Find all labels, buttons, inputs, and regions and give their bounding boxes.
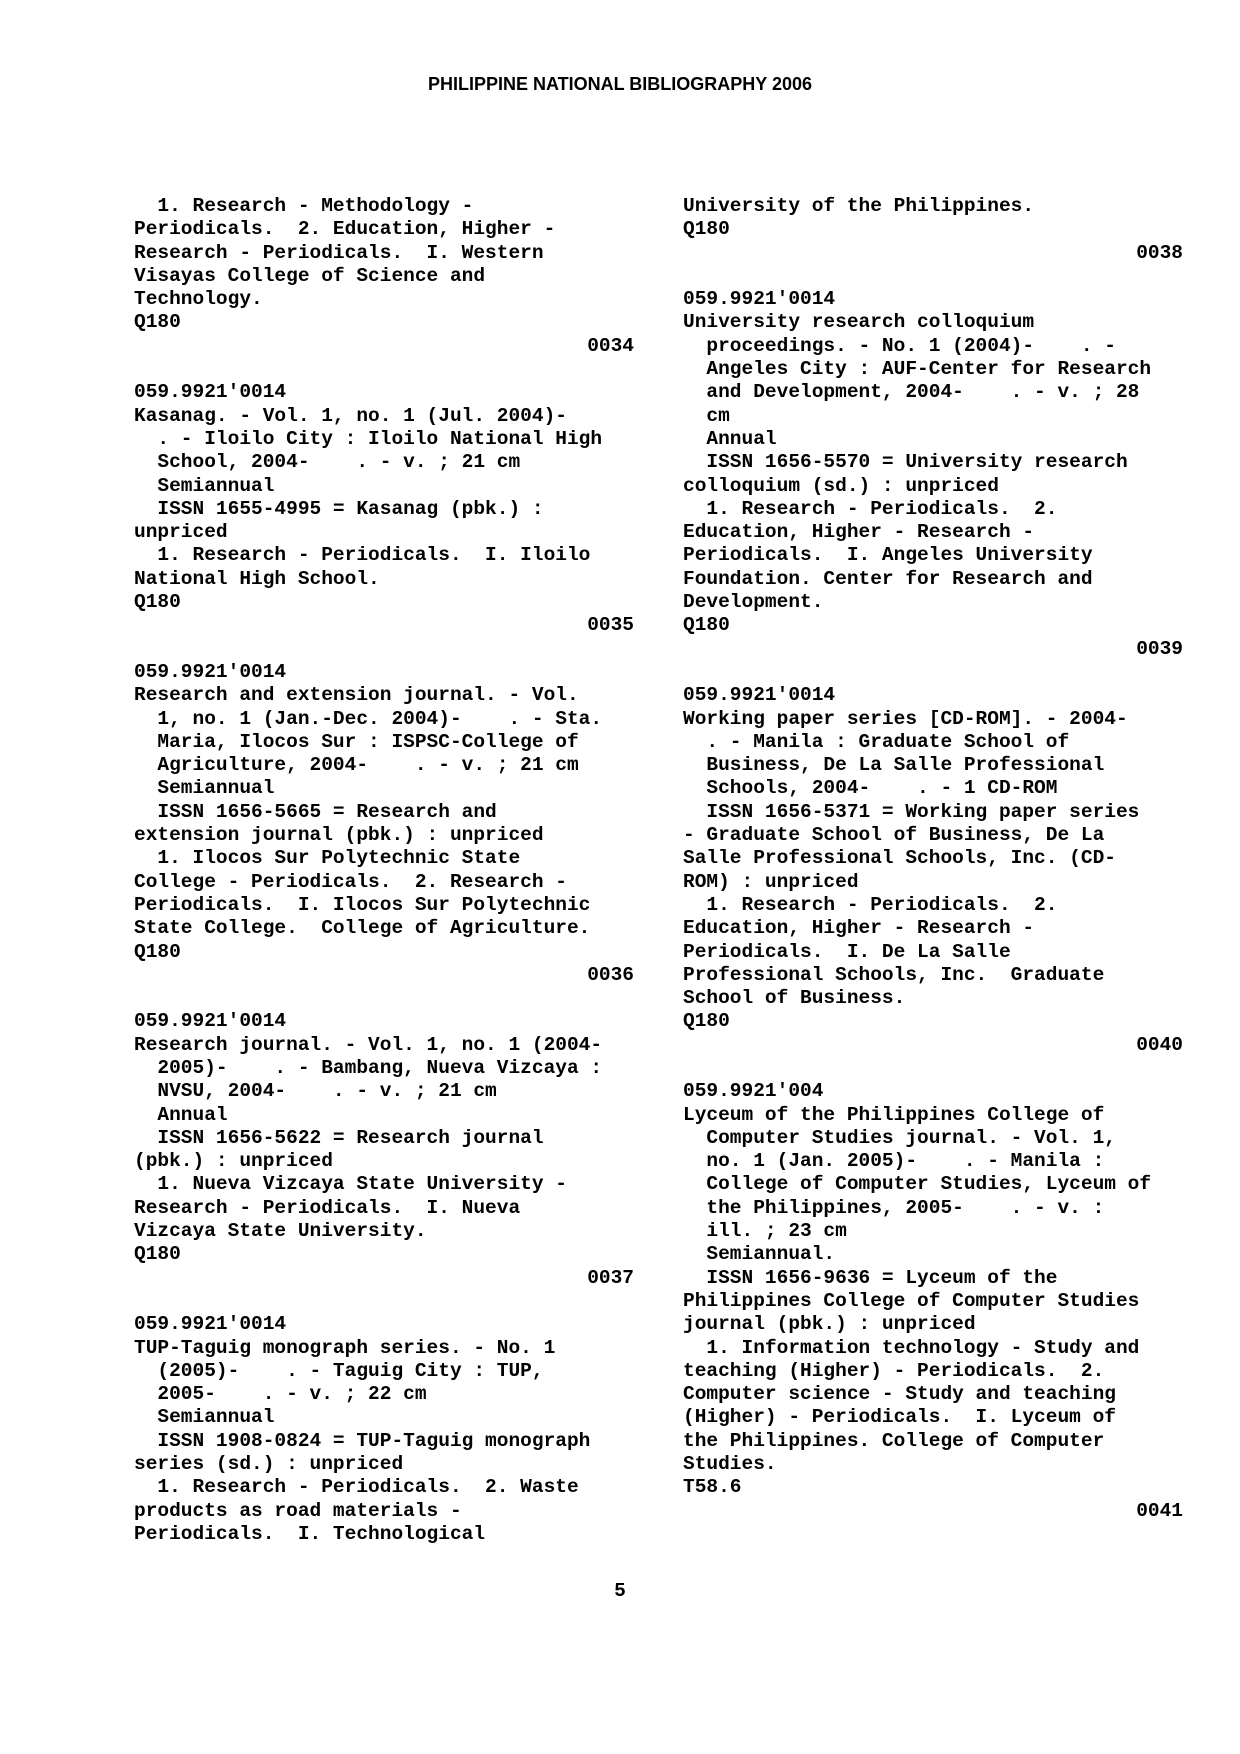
entry-line: Maria, Ilocos Sur : ISPSC-College of	[134, 730, 579, 753]
entry-line: the Philippines. College of Computer	[683, 1429, 1105, 1452]
entry-line: Annual	[134, 1103, 228, 1126]
entry-line: unpriced	[134, 521, 228, 544]
entry-line: 1. Research - Methodology -	[134, 195, 474, 217]
entry-line: Semiannual.	[683, 1243, 836, 1266]
entry-line: Computer science - Study and teaching	[683, 1383, 1116, 1406]
entry-line: - Graduate School of Business, De La	[683, 824, 1105, 847]
entry-line: . - Iloilo City : Iloilo National High	[134, 427, 603, 450]
entry-line: 059.9921'0014	[683, 288, 836, 311]
entry-line: Computer Studies journal. - Vol. 1,	[683, 1126, 1116, 1149]
entry-line: . - Manila : Graduate School of	[683, 730, 1070, 753]
entry-line: T58.6	[683, 1476, 742, 1499]
entry-line: 059.9921'0014	[683, 684, 836, 707]
blank-line	[134, 638, 634, 661]
entry-line: no. 1 (Jan. 2005)- . - Manila :	[683, 1150, 1105, 1173]
entry-line: 1. Research - Periodicals. 2.	[683, 497, 1058, 520]
entry-line: Periodicals. I. Technological	[134, 1522, 486, 1545]
entry-line: the Philippines, 2005- . - v. :	[683, 1196, 1105, 1219]
entry-line: 1. Nueva Vizcaya State University -	[134, 1173, 567, 1196]
entry-line: Semiannual	[134, 474, 275, 497]
entry-line: Education, Higher - Research -	[683, 917, 1035, 940]
entry-line: Education, Higher - Research -	[683, 521, 1035, 544]
entry-line: Periodicals. 2. Education, Higher -	[134, 218, 556, 241]
entry-number: 0037	[587, 1266, 634, 1289]
entry-line: 1. Ilocos Sur Polytechnic State	[134, 847, 521, 870]
entry-number: 0038	[1136, 241, 1183, 264]
entry-number: 0040	[1136, 1033, 1183, 1056]
entry-line: cm	[683, 404, 730, 427]
entry-line: 059.9921'0014	[134, 1313, 287, 1336]
entry-line: Business, De La Salle Professional	[683, 754, 1105, 777]
entry-number: 0039	[1136, 637, 1183, 660]
entry-line: Periodicals. I. De La Salle	[683, 940, 1011, 963]
entry-line: 2005- . - v. ; 22 cm	[134, 1383, 427, 1406]
entry-line: Q180	[134, 940, 181, 963]
entry-line: 1. Research - Periodicals. I. Iloilo	[134, 544, 591, 567]
entry-line: ROM) : unpriced	[683, 870, 859, 893]
entry-line: ISSN 1656-9636 = Lyceum of the	[683, 1266, 1058, 1289]
entry-number: 0036	[587, 963, 634, 986]
blank-line	[683, 1057, 1183, 1080]
entry-line: Kasanag. - Vol. 1, no. 1 (Jul. 2004)-	[134, 404, 567, 427]
entry-line: Periodicals. I. Angeles University	[683, 544, 1093, 567]
entry-line: Q180	[134, 591, 181, 614]
entry-line: 2005)- . - Bambang, Nueva Vizcaya :	[134, 1056, 603, 1079]
entry-line: Studies.	[683, 1453, 777, 1476]
entry-line: Professional Schools, Inc. Graduate	[683, 963, 1105, 986]
entry-line: Schools, 2004- . - 1 CD-ROM	[683, 777, 1058, 800]
entry-line: Vizcaya State University.	[134, 1220, 427, 1243]
entry-line: ISSN 1908-0824 = TUP-Taguig monograph	[134, 1429, 591, 1452]
entry-line: proceedings. - No. 1 (2004)- . -	[683, 334, 1116, 357]
entry-line: Visayas College of Science and	[134, 264, 486, 287]
entry-line: Q180	[683, 218, 730, 241]
entry-line: NVSU, 2004- . - v. ; 21 cm	[134, 1080, 497, 1103]
entry-line: ISSN 1656-5371 = Working paper series	[683, 800, 1140, 823]
entry-number: 0034	[587, 334, 634, 357]
blank-line	[134, 1290, 634, 1313]
entry-line: Semiannual	[134, 1406, 275, 1429]
entry-line: Angeles City : AUF-Center for Research	[683, 358, 1152, 381]
entry-line: Q180	[134, 1243, 181, 1266]
entry-line: 059.9921'0014	[134, 381, 287, 404]
entry-line: Research journal. - Vol. 1, no. 1 (2004-	[134, 1033, 603, 1056]
entry-line: ISSN 1655-4995 = Kasanag (pbk.) :	[134, 497, 544, 520]
entry-line: (2005)- . - Taguig City : TUP,	[134, 1359, 544, 1382]
entry-line: Periodicals. I. Ilocos Sur Polytechnic	[134, 893, 591, 916]
entry-line: 059.9921'004	[683, 1080, 824, 1103]
entry-line: College - Periodicals. 2. Research -	[134, 870, 567, 893]
entry-line: 1. Information technology - Study and	[683, 1336, 1140, 1359]
entry-number: 0035	[587, 614, 634, 637]
entry-line: School of Business.	[683, 987, 906, 1010]
blank-line	[683, 265, 1183, 288]
entry-line: Philippines College of Computer Studies	[683, 1289, 1140, 1312]
entry-number: 0041	[1136, 1499, 1183, 1522]
entry-line: ISSN 1656-5570 = University research	[683, 451, 1128, 474]
right-column	[683, 195, 1183, 1523]
entry-line: 059.9921'0014	[134, 1010, 287, 1033]
entry-line: National High School.	[134, 567, 380, 590]
blank-line	[134, 987, 634, 1010]
entry-line: ISSN 1656-5622 = Research journal	[134, 1126, 544, 1149]
entry-line: (pbk.) : unpriced	[134, 1150, 333, 1173]
entry-line: ill. ; 23 cm	[683, 1220, 847, 1243]
entry-line: College of Computer Studies, Lyceum of	[683, 1173, 1152, 1196]
entry-line: Technology.	[134, 288, 263, 311]
entry-line: 1, no. 1 (Jan.-Dec. 2004)- . - Sta.	[134, 707, 603, 730]
blank-line	[134, 358, 634, 381]
entry-line: Annual	[683, 427, 777, 450]
entry-line: Q180	[134, 311, 181, 334]
entry-line: TUP-Taguig monograph series. - No. 1	[134, 1336, 556, 1359]
entry-line: ISSN 1656-5665 = Research and	[134, 800, 497, 823]
entry-line: and Development, 2004- . - v. ; 28	[683, 381, 1140, 404]
entry-line: Research - Periodicals. I. Nueva	[134, 1196, 521, 1219]
entry-line: series (sd.) : unpriced	[134, 1453, 404, 1476]
entry-line: (Higher) - Periodicals. I. Lyceum of	[683, 1406, 1116, 1429]
entry-line: teaching (Higher) - Periodicals. 2.	[683, 1359, 1105, 1382]
entry-line: products as road materials -	[134, 1499, 462, 1522]
entry-line: Development.	[683, 591, 824, 614]
entry-line: University research colloquium	[683, 311, 1035, 334]
entry-line: Q180	[683, 1010, 730, 1033]
entry-line: 1. Research - Periodicals. 2. Waste	[134, 1476, 579, 1499]
entry-line: Salle Professional Schools, Inc. (CD-	[683, 847, 1116, 870]
entry-line: 1. Research - Periodicals. 2.	[683, 893, 1058, 916]
entry-line: journal (pbk.) : unpriced	[683, 1313, 976, 1336]
blank-line	[683, 661, 1183, 684]
entry-line: Foundation. Center for Research and	[683, 567, 1093, 590]
entry-line: State College. College of Agriculture.	[134, 917, 591, 940]
entry-line: Q180	[683, 614, 730, 637]
entry-line: 059.9921'0014	[134, 660, 287, 683]
entry-line: Lyceum of the Philippines College of	[683, 1103, 1105, 1126]
entry-line: extension journal (pbk.) : unpriced	[134, 824, 544, 847]
entry-line: School, 2004- . - v. ; 21 cm	[134, 451, 521, 474]
entry-line: Working paper series [CD-ROM]. - 2004-	[683, 707, 1128, 730]
left-column	[134, 195, 634, 1546]
entry-line: Research and extension journal. - Vol.	[134, 684, 579, 707]
entry-line: Research - Periodicals. I. Western	[134, 241, 544, 264]
entry-line: University of the Philippines.	[683, 195, 1035, 217]
entry-line: Semiannual	[134, 777, 275, 800]
entry-line: colloquium (sd.) : unpriced	[683, 474, 999, 497]
page-title: PHILIPPINE NATIONAL BIBLIOGRAPHY 2006	[427, 74, 813, 94]
entry-line: Agriculture, 2004- . - v. ; 21 cm	[134, 754, 579, 777]
page-number: 5	[614, 1580, 626, 1602]
